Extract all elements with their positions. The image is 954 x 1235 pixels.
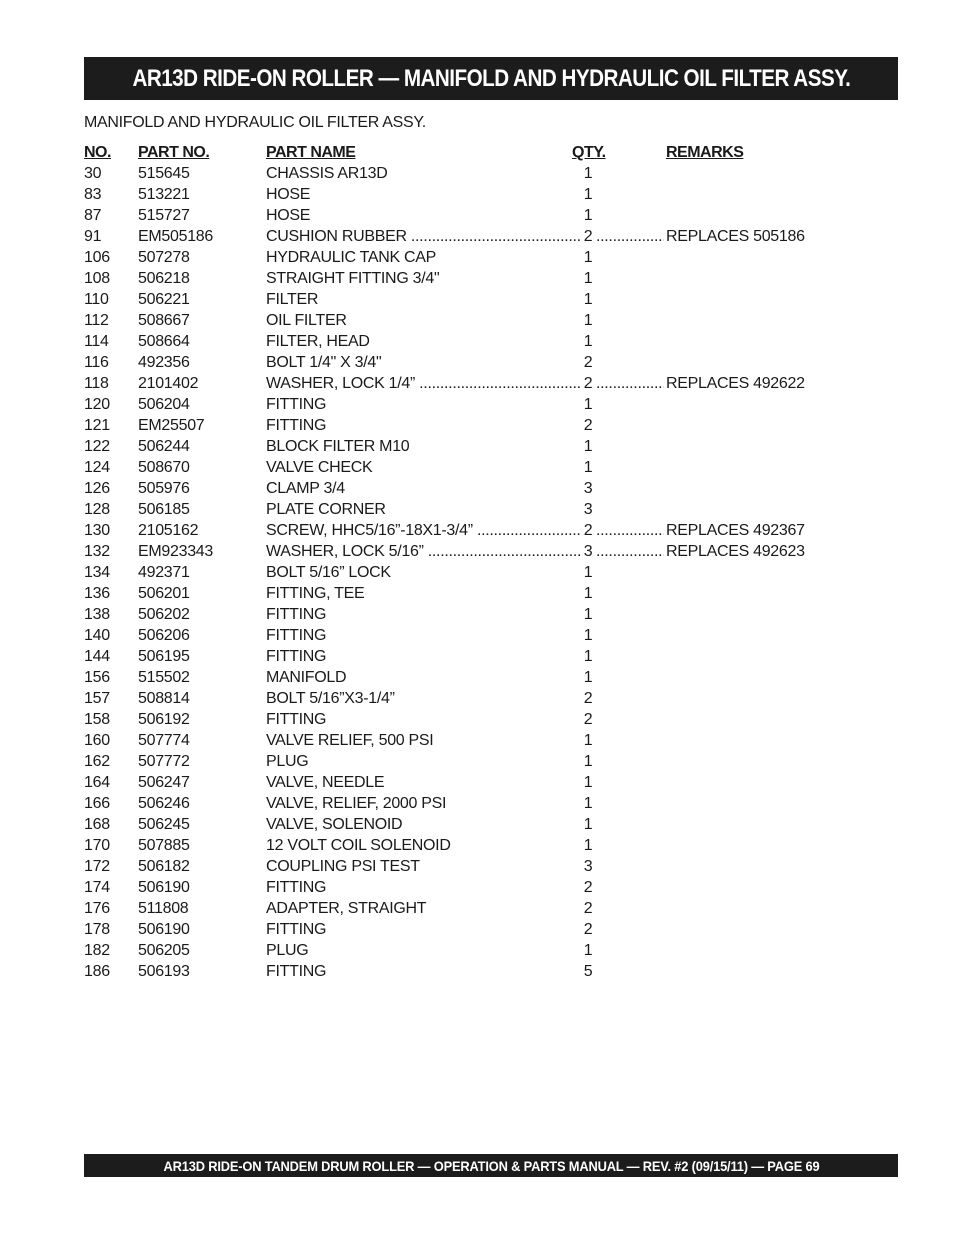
table-row	[84, 247, 844, 268]
table-row	[84, 667, 844, 688]
cell-no: 172	[84, 858, 110, 875]
leader-dots	[596, 520, 664, 541]
table-row	[84, 604, 844, 625]
cell-part-no: 506246	[138, 795, 190, 812]
cell-no: 91	[84, 228, 102, 245]
table-row	[84, 163, 844, 184]
cell-part-name: VALVE, SOLENOID	[266, 816, 403, 833]
cell-part-name: FILTER, HEAD	[266, 333, 370, 350]
cell-no: 138	[84, 606, 110, 623]
cell-part-no: 506221	[138, 291, 190, 308]
cell-no: 178	[84, 921, 110, 938]
parts-table	[84, 142, 844, 982]
cell-qty: 1	[583, 459, 593, 476]
cell-no: 108	[84, 270, 110, 287]
page-footer-bar	[84, 1154, 898, 1177]
leader-dots	[596, 541, 664, 562]
table-row	[84, 772, 844, 793]
table-row	[84, 835, 844, 856]
table-row	[84, 478, 844, 499]
cell-qty: 1	[583, 270, 593, 287]
cell-part-name: SCREW, HHC5/16”-18X1-3/4” .....	[266, 520, 582, 541]
cell-part-name: WASHER, LOCK 1/4” .....	[266, 373, 582, 394]
table-row	[84, 457, 844, 478]
cell-qty: 1	[583, 564, 593, 581]
cell-part-no: 505976	[138, 480, 190, 497]
cell-part-name: FITTING	[266, 879, 327, 896]
cell-part-name: STRAIGHT FITTING 3/4"	[266, 270, 440, 287]
cell-qty: 2	[583, 522, 593, 539]
cell-no: 140	[84, 627, 110, 644]
cell-part-no: 515727	[138, 207, 190, 224]
header-no: NO.	[84, 144, 111, 161]
cell-no: 134	[84, 564, 110, 581]
cell-qty: 2	[583, 900, 593, 917]
cell-part-no: 506193	[138, 963, 190, 980]
table-row	[84, 184, 844, 205]
cell-part-no: 506245	[138, 816, 190, 833]
table-row	[84, 898, 844, 919]
cell-no: 158	[84, 711, 110, 728]
header-part-name: PART NAME	[266, 144, 356, 161]
table-row	[84, 730, 844, 751]
cell-qty: 1	[583, 606, 593, 623]
section-subtitle: MANIFOLD AND HYDRAULIC OIL FILTER ASSY.	[84, 114, 426, 131]
table-row	[84, 205, 844, 226]
cell-qty: 1	[583, 732, 593, 749]
cell-part-name: FILTER	[266, 291, 319, 308]
table-row	[84, 793, 844, 814]
cell-no: 110	[84, 291, 109, 308]
cell-part-no: 506205	[138, 942, 190, 959]
cell-no: 186	[84, 963, 110, 980]
table-row	[84, 289, 844, 310]
cell-part-name: CLAMP 3/4	[266, 480, 345, 497]
cell-no: 114	[84, 333, 109, 350]
cell-part-no: 506195	[138, 648, 190, 665]
cell-qty: 1	[583, 648, 593, 665]
cell-no: 176	[84, 900, 110, 917]
cell-no: 121	[84, 417, 110, 434]
leader-dots	[596, 226, 664, 247]
cell-part-no: 506192	[138, 711, 190, 728]
table-row	[84, 226, 844, 247]
cell-part-no: EM25507	[138, 417, 205, 434]
cell-part-no: 506202	[138, 606, 190, 623]
cell-qty: 1	[583, 774, 593, 791]
cell-qty: 1	[583, 396, 593, 413]
table-row	[84, 268, 844, 289]
table-row	[84, 919, 844, 940]
cell-qty: 1	[583, 438, 593, 455]
cell-qty: 2	[583, 921, 593, 938]
cell-part-no: 506190	[138, 879, 190, 896]
cell-qty: 1	[583, 312, 593, 329]
cell-part-name: OIL FILTER	[266, 312, 347, 329]
table-row	[84, 331, 844, 352]
cell-part-no: 506185	[138, 501, 190, 518]
cell-part-no: 506244	[138, 438, 190, 455]
cell-part-no: 507278	[138, 249, 190, 266]
cell-no: 122	[84, 438, 110, 455]
cell-no: 156	[84, 669, 110, 686]
header-qty: QTY.	[572, 144, 606, 161]
cell-part-no: 506201	[138, 585, 190, 602]
table-body	[84, 163, 844, 982]
cell-qty: 3	[583, 480, 593, 497]
cell-qty: 1	[583, 669, 593, 686]
cell-qty: 2	[583, 711, 593, 728]
cell-part-name: MANIFOLD	[266, 669, 347, 686]
cell-no: 182	[84, 942, 110, 959]
cell-remarks: REPLACES 492622	[666, 375, 805, 392]
cell-part-name: FITTING, TEE	[266, 585, 365, 602]
cell-no: 174	[84, 879, 110, 896]
cell-part-no: 506218	[138, 270, 190, 287]
cell-part-no: 511808	[138, 900, 189, 917]
cell-no: 160	[84, 732, 110, 749]
cell-part-name: HOSE	[266, 186, 311, 203]
cell-qty: 3	[583, 543, 593, 560]
cell-part-no: 515645	[138, 165, 190, 182]
cell-part-name: BLOCK FILTER M10	[266, 438, 410, 455]
cell-part-name: VALVE, NEEDLE	[266, 774, 385, 791]
cell-no: 83	[84, 186, 102, 203]
cell-qty: 3	[583, 858, 593, 875]
cell-no: 106	[84, 249, 110, 266]
cell-no: 116	[84, 354, 109, 371]
cell-part-name: VALVE RELIEF, 500 PSI	[266, 732, 434, 749]
cell-part-name: FITTING	[266, 711, 327, 728]
cell-part-no: 2105162	[138, 522, 199, 539]
table-row	[84, 688, 844, 709]
table-row	[84, 499, 844, 520]
cell-qty: 1	[583, 942, 593, 959]
header-part-no: PART NO.	[138, 144, 210, 161]
cell-part-no: 508814	[138, 690, 190, 707]
cell-qty: 1	[583, 816, 593, 833]
table-row	[84, 877, 844, 898]
cell-part-no: 506182	[138, 858, 190, 875]
cell-no: 162	[84, 753, 110, 770]
cell-part-name: FITTING	[266, 921, 327, 938]
cell-part-no: 515502	[138, 669, 190, 686]
table-row	[84, 709, 844, 730]
cell-part-no: 508664	[138, 333, 190, 350]
cell-part-name: CUSHION RUBBER .....	[266, 226, 582, 247]
page-title-bar	[84, 57, 898, 100]
cell-part-no: 508670	[138, 459, 190, 476]
cell-qty: 1	[583, 627, 593, 644]
table-row	[84, 646, 844, 667]
table-row	[84, 394, 844, 415]
cell-part-no: 506190	[138, 921, 190, 938]
cell-qty: 1	[583, 249, 593, 266]
table-row	[84, 373, 844, 394]
cell-part-name: PLATE CORNER	[266, 501, 386, 518]
cell-part-no: 492371	[138, 564, 190, 581]
cell-part-name: PLUG	[266, 942, 309, 959]
cell-part-name: BOLT 1/4" X 3/4"	[266, 354, 382, 371]
cell-qty: 1	[583, 795, 593, 812]
table-row	[84, 961, 844, 982]
cell-part-name: PLUG	[266, 753, 309, 770]
table-row	[84, 751, 844, 772]
cell-part-name: FITTING	[266, 417, 327, 434]
cell-part-no: 508667	[138, 312, 190, 329]
cell-part-no: 506247	[138, 774, 190, 791]
cell-no: 144	[84, 648, 110, 665]
cell-qty: 2	[583, 228, 593, 245]
cell-no: 30	[84, 165, 102, 182]
cell-part-no: EM505186	[138, 228, 213, 245]
cell-qty: 2	[583, 375, 593, 392]
cell-qty: 5	[583, 963, 593, 980]
leader-dots	[596, 373, 664, 394]
cell-qty: 2	[583, 417, 593, 434]
cell-no: 132	[84, 543, 110, 560]
cell-part-name: HOSE	[266, 207, 311, 224]
cell-part-no: 507772	[138, 753, 190, 770]
cell-no: 168	[84, 816, 110, 833]
cell-no: 118	[84, 375, 109, 392]
cell-part-name: FITTING	[266, 606, 327, 623]
cell-part-name: BOLT 5/16” LOCK	[266, 564, 391, 581]
cell-no: 126	[84, 480, 110, 497]
cell-qty: 1	[583, 585, 593, 602]
cell-qty: 1	[583, 753, 593, 770]
cell-part-name: BOLT 5/16”X3-1/4”	[266, 690, 395, 707]
cell-part-no: 507774	[138, 732, 190, 749]
cell-qty: 1	[583, 165, 593, 182]
cell-qty: 2	[583, 879, 593, 896]
table-row	[84, 436, 844, 457]
cell-no: 157	[84, 690, 110, 707]
cell-qty: 2	[583, 690, 593, 707]
cell-qty: 1	[583, 291, 593, 308]
cell-part-name: CHASSIS AR13D	[266, 165, 388, 182]
page-footer: AR13D RIDE-ON TANDEM DRUM ROLLER — OPERATION & PARTS MANUAL — REV. #2 (09/15/11) — PAGE 69	[163, 1157, 819, 1174]
cell-qty: 1	[583, 333, 593, 350]
cell-qty: 1	[583, 837, 593, 854]
cell-part-name: ADAPTER, STRAIGHT	[266, 900, 427, 917]
cell-remarks: REPLACES 505186	[666, 228, 805, 245]
cell-no: 130	[84, 522, 110, 539]
cell-part-name: HYDRAULIC TANK CAP	[266, 249, 437, 266]
table-row	[84, 541, 844, 562]
cell-qty: 1	[583, 207, 593, 224]
cell-no: 164	[84, 774, 110, 791]
table-row	[84, 856, 844, 877]
cell-no: 87	[84, 207, 102, 224]
cell-part-name: FITTING	[266, 963, 327, 980]
cell-part-name: COUPLING PSI TEST	[266, 858, 420, 875]
header-remarks: REMARKS	[666, 144, 744, 161]
cell-no: 112	[84, 312, 109, 329]
page-title: AR13D RIDE-ON ROLLER — MANIFOLD AND HYDRAULIC OIL FILTER ASSY.	[132, 64, 850, 92]
table-row	[84, 310, 844, 331]
cell-part-name: 12 VOLT COIL SOLENOID	[266, 837, 451, 854]
cell-part-name: FITTING	[266, 627, 327, 644]
cell-part-no: 507885	[138, 837, 190, 854]
cell-part-name: WASHER, LOCK 5/16” .....	[266, 541, 582, 562]
cell-no: 170	[84, 837, 110, 854]
table-row	[84, 415, 844, 436]
cell-part-name: VALVE, RELIEF, 2000 PSI	[266, 795, 447, 812]
table-row	[84, 562, 844, 583]
table-row	[84, 352, 844, 373]
cell-part-no: 492356	[138, 354, 190, 371]
table-row	[84, 625, 844, 646]
cell-no: 166	[84, 795, 110, 812]
table-row	[84, 940, 844, 961]
cell-no: 136	[84, 585, 110, 602]
cell-qty: 3	[583, 501, 593, 518]
cell-part-no: 506206	[138, 627, 190, 644]
cell-part-no: EM923343	[138, 543, 213, 560]
cell-part-no: 506204	[138, 396, 190, 413]
cell-qty: 1	[583, 186, 593, 203]
cell-remarks: REPLACES 492367	[666, 522, 805, 539]
table-header	[84, 142, 844, 163]
cell-no: 128	[84, 501, 110, 518]
table-row	[84, 520, 844, 541]
cell-part-name: FITTING	[266, 396, 327, 413]
cell-part-name: FITTING	[266, 648, 327, 665]
cell-part-no: 2101402	[138, 375, 199, 392]
cell-qty: 2	[583, 354, 593, 371]
cell-no: 124	[84, 459, 110, 476]
table-row	[84, 583, 844, 604]
cell-remarks: REPLACES 492623	[666, 543, 805, 560]
table-row	[84, 814, 844, 835]
cell-part-name: VALVE CHECK	[266, 459, 373, 476]
cell-no: 120	[84, 396, 110, 413]
cell-part-no: 513221	[138, 186, 190, 203]
